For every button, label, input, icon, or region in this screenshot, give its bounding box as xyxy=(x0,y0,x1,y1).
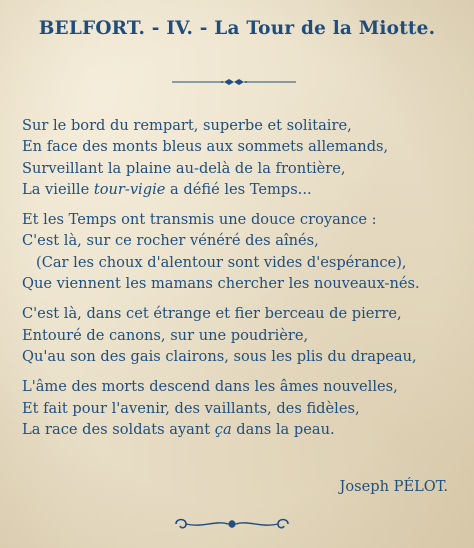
poem-line: Et fait pour l'avenir, des vaillants, des fidèles, xyxy=(22,399,360,417)
poem-line: (Car les choux d'alentour sont vides d'espérance), xyxy=(36,253,407,271)
poem-line xyxy=(22,419,462,440)
stanza-1 xyxy=(22,115,462,200)
poem-line: Entouré de canons, sur une poudrière, xyxy=(22,326,309,344)
poem-line: En face des monts bleus aux sommets allemands, xyxy=(22,138,389,156)
poem-line-text: a défié les Temps... xyxy=(165,180,312,198)
poem-line-text: dans la peau. xyxy=(231,420,335,438)
poem-line: Surveillant la plaine au-delà de la frontière, xyxy=(22,159,346,177)
scroll-flourish-icon xyxy=(172,514,292,534)
poem-line: C'est là, sur ce rocher vénéré des aînés, xyxy=(22,232,319,250)
stanza-3 xyxy=(22,303,462,367)
poem-line: Sur le bord du rempart, superbe et solitaire, xyxy=(22,117,352,134)
author-signature: Joseph PÉLOT. xyxy=(339,478,448,495)
poem-line: Et les Temps ont transmis une douce croyance : xyxy=(22,211,377,229)
stanza-4 xyxy=(22,376,462,440)
page-title: BELFORT. - IV. - La Tour de la Miotte. xyxy=(38,18,436,39)
poem-line-italic: tour-vigie xyxy=(93,180,166,198)
poem-line xyxy=(22,179,462,200)
poem-line: Que viennent les mamans chercher les nouveaux-nés. xyxy=(22,275,420,293)
poem-line-text: La vieille xyxy=(22,180,94,198)
divider-flourish-icon xyxy=(172,76,296,88)
poem-line: L'âme des morts descend dans les âmes nouvelles, xyxy=(22,378,398,396)
poem-line: Qu'au son des gais clairons, sous les plis du drapeau, xyxy=(22,347,417,365)
poem xyxy=(22,115,462,449)
poem-line: C'est là, dans cet étrange et fier berceau de pierre, xyxy=(22,305,402,323)
poem-line-text: La race des soldats ayant xyxy=(22,420,215,438)
stanza-2 xyxy=(22,209,462,294)
poem-line-italic: ça xyxy=(214,420,232,438)
